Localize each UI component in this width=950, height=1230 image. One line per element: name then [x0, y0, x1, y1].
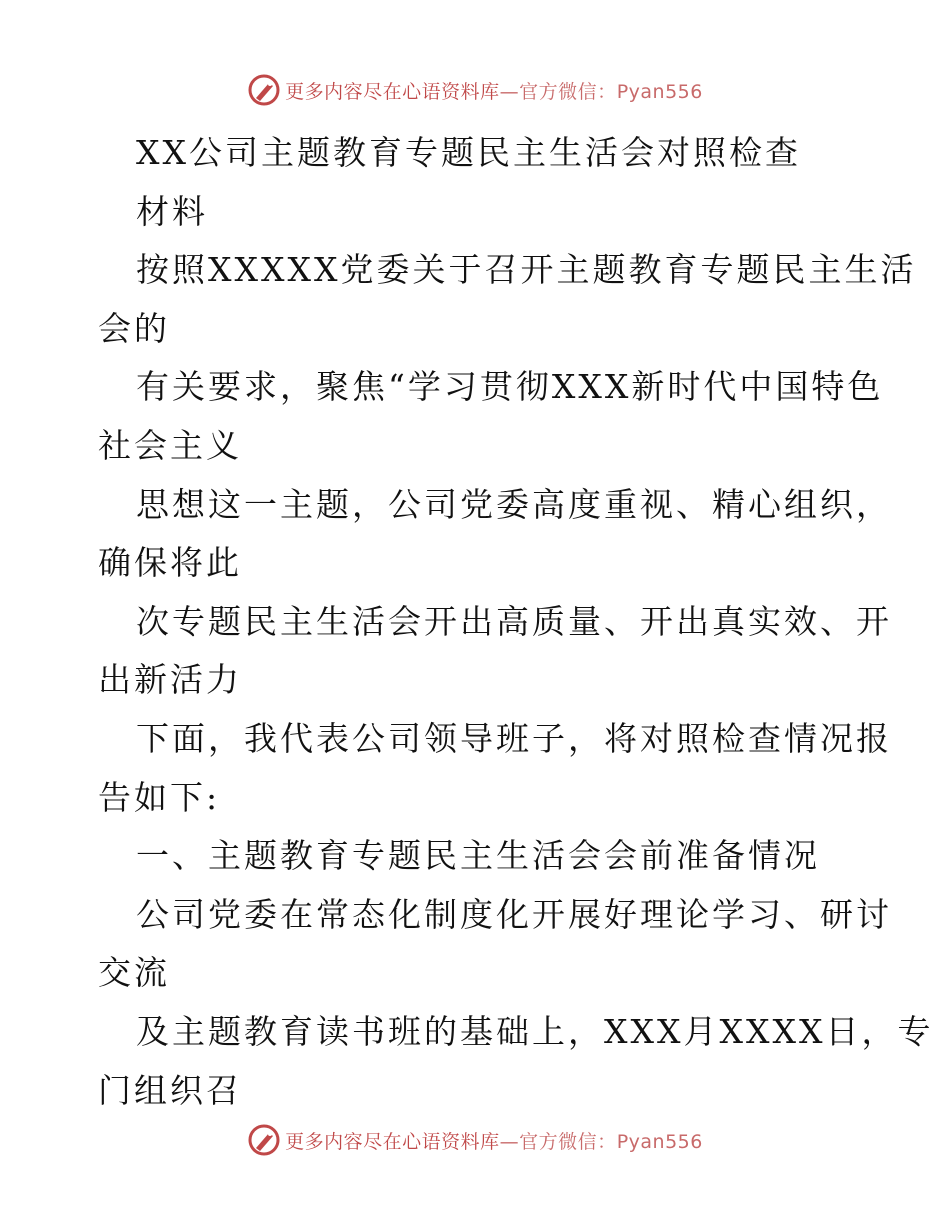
document-body	[98, 124, 934, 1120]
header-banner[interactable]	[0, 70, 950, 110]
text-line: 及主题教育读书班的基础上，XXX月XXXX日，专	[136, 1011, 934, 1051]
pen-nib-logo-icon	[247, 1123, 281, 1157]
text-line: 交流	[98, 953, 170, 993]
banner-sub-text: 官方微信：	[519, 1130, 617, 1153]
banner-main-text: 更多内容尽在心语资料库	[285, 80, 500, 103]
text-line: 思想这一主题，公司党委高度重视、精心组织，	[136, 484, 892, 524]
text-line: 材料	[136, 191, 208, 231]
pen-nib-logo-icon	[247, 73, 281, 107]
banner-text	[285, 77, 703, 104]
text-line: 会的	[98, 308, 170, 348]
banner-sub-text: 官方微信：	[519, 80, 617, 103]
banner-handle: Pyan556	[616, 1130, 703, 1153]
footer-banner[interactable]	[0, 1120, 950, 1160]
text-line: 出新活力	[98, 660, 242, 700]
text-line: 有关要求，聚焦“学习贯彻XXX新时代中国特色	[136, 367, 884, 407]
banner-main-text: 更多内容尽在心语资料库	[285, 1130, 500, 1153]
banner-dash: —	[499, 1130, 520, 1153]
text-line: 社会主义	[98, 425, 242, 465]
text-line: 次专题民主生活会开出高质量、开出真实效、开	[136, 601, 892, 641]
text-line: 下面，我代表公司领导班子，将对照检查情况报	[136, 718, 892, 758]
text-line: 按照XXXXX党委关于召开主题教育专题民主生活	[136, 250, 917, 290]
banner-text	[285, 1127, 703, 1154]
banner-dash: —	[499, 80, 520, 103]
text-line: 门组织召	[98, 1070, 242, 1110]
text-line: 公司党委在常态化制度化开展好理论学习、研讨	[136, 894, 892, 934]
text-line: 一、主题教育专题民主生活会会前准备情况	[136, 836, 820, 876]
text-line: XX公司主题教育专题民主生活会对照检查	[136, 133, 801, 172]
banner-handle: Pyan556	[616, 80, 703, 103]
text-line: 确保将此	[98, 543, 242, 583]
text-line: 告如下:	[98, 777, 221, 817]
